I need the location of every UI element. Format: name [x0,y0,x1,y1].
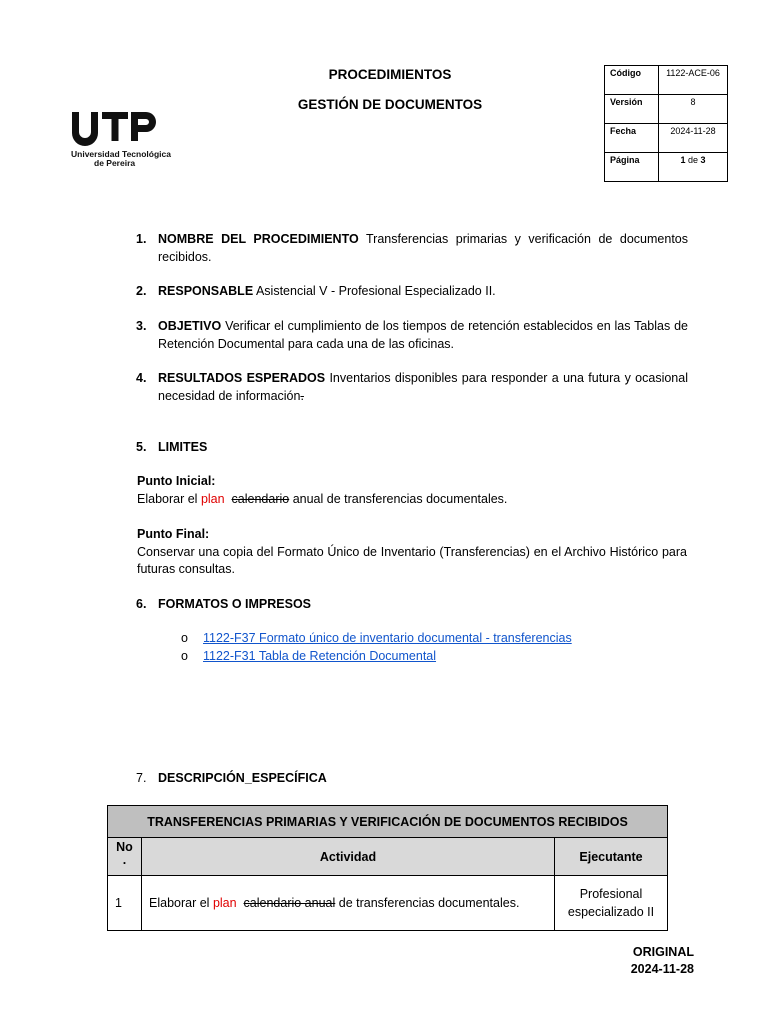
logo-line1: Universidad Tecnológica [71,149,171,159]
section-responsable [136,283,688,301]
section-number: 7. [136,771,147,785]
section-number: 5. [136,440,147,454]
meta-value: 1122-ACE-06 [659,66,728,95]
bullet-icon: o [181,649,188,663]
header-no: No . [108,838,142,876]
section-resultados [136,370,688,405]
section-label: NOMBRE DEL PROCEDIMIENTO [158,232,359,246]
document-title: GESTIÓN DE DOCUMENTOS [297,97,483,112]
section-number: 6. [136,597,147,611]
document-meta-table [604,65,728,182]
meta-row-fecha [605,124,728,153]
meta-value: 2024-11-28 [659,124,728,153]
page-of: de [687,155,698,165]
footer-date: 2024-11-28 [630,962,694,976]
inserted-text: plan [212,896,237,910]
formato-link-f31[interactable]: 1122-F31 Tabla de Retención Documental [203,649,437,663]
punto-final-text: Conservar una copia del Formato Único de Inventario (Transferencias) en el Archivo Histórico para futuras consultas. [137,544,687,576]
meta-key: Versión [605,95,659,124]
formato-item [181,630,572,648]
section-number: 4. [136,371,147,385]
inserted-text: plan [200,491,225,506]
section-number: 3. [136,319,147,333]
row-ejecutante: Profesional especializado II [555,876,668,931]
meta-key: Página [605,153,659,182]
punto-inicial-post: anual de transferencias documentales. [289,491,508,506]
formato-item [181,648,436,666]
section-label: DESCRIPCIÓN_ESPECÍFICA [158,771,327,785]
meta-row-version [605,95,728,124]
section-label: LIMITES [158,440,208,454]
section-formatos [136,596,688,614]
footer-stamp [631,944,694,978]
section-limites [136,439,688,457]
section-nombre [136,231,688,266]
logo-line2: de Pereira [94,158,136,168]
punto-inicial-pre: Elaborar el [137,491,201,506]
utp-logo [70,108,171,170]
page-total: 3 [700,155,706,165]
formato-link-f37[interactable]: 1122-F37 Formato único de inventario documental - transferencias [203,631,572,645]
bullet-icon: o [181,631,188,645]
section-objetivo [136,318,688,353]
meta-row-codigo [605,66,728,95]
table-title: TRANSFERENCIAS PRIMARIAS Y VERIFICACIÓN DE DOCUMENTOS RECIBIDOS [108,806,668,838]
meta-value: 8 [659,95,728,124]
footer-original: ORIGINAL [632,945,694,959]
section-text: Asistencial V - Profesional Especializado II. [255,284,496,298]
punto-final [137,526,687,579]
meta-key: Fecha [605,124,659,153]
table-row [108,876,668,931]
section-text: Transferencias primarias y verificación de documentos recibidos. [158,232,689,264]
header-actividad: Actividad [142,838,555,876]
section-label: RESULTADOS ESPERADOS [158,371,326,385]
section-label: FORMATOS O IMPRESOS [158,597,312,611]
meta-row-pagina [605,153,728,182]
activities-table [107,805,668,931]
section-text: Inventarios disponibles para responder a una futura y ocasional necesidad de información [158,371,688,403]
row-actividad: Elaborar el plan calendario anual de transferencias documentales. [142,876,555,931]
row-no: 1 [108,876,142,931]
section-label: OBJETIVO [158,319,222,333]
meta-value [659,153,728,182]
section-number: 2. [136,284,147,298]
meta-key: Código [605,66,659,95]
procedure-title: PROCEDIMIENTOS [328,67,452,82]
page-number: 1 [680,155,686,165]
section-label: RESPONSABLE [158,284,254,298]
header-ejecutante: Ejecutante [555,838,668,876]
section-descripcion [136,770,688,788]
struck-text: . [300,388,304,403]
punto-final-label: Punto Final: [137,527,210,541]
section-number: 1. [136,232,147,246]
section-text: Verificar el cumplimiento de los tiempos de retención establecidos en las Tablas de Retención Documental para cada una de las oficinas. [158,319,688,351]
punto-inicial-label: Punto Inicial: [137,474,216,488]
struck-text: calendario [231,491,290,506]
punto-inicial [137,473,687,508]
struck-text: calendario anual [243,896,336,910]
